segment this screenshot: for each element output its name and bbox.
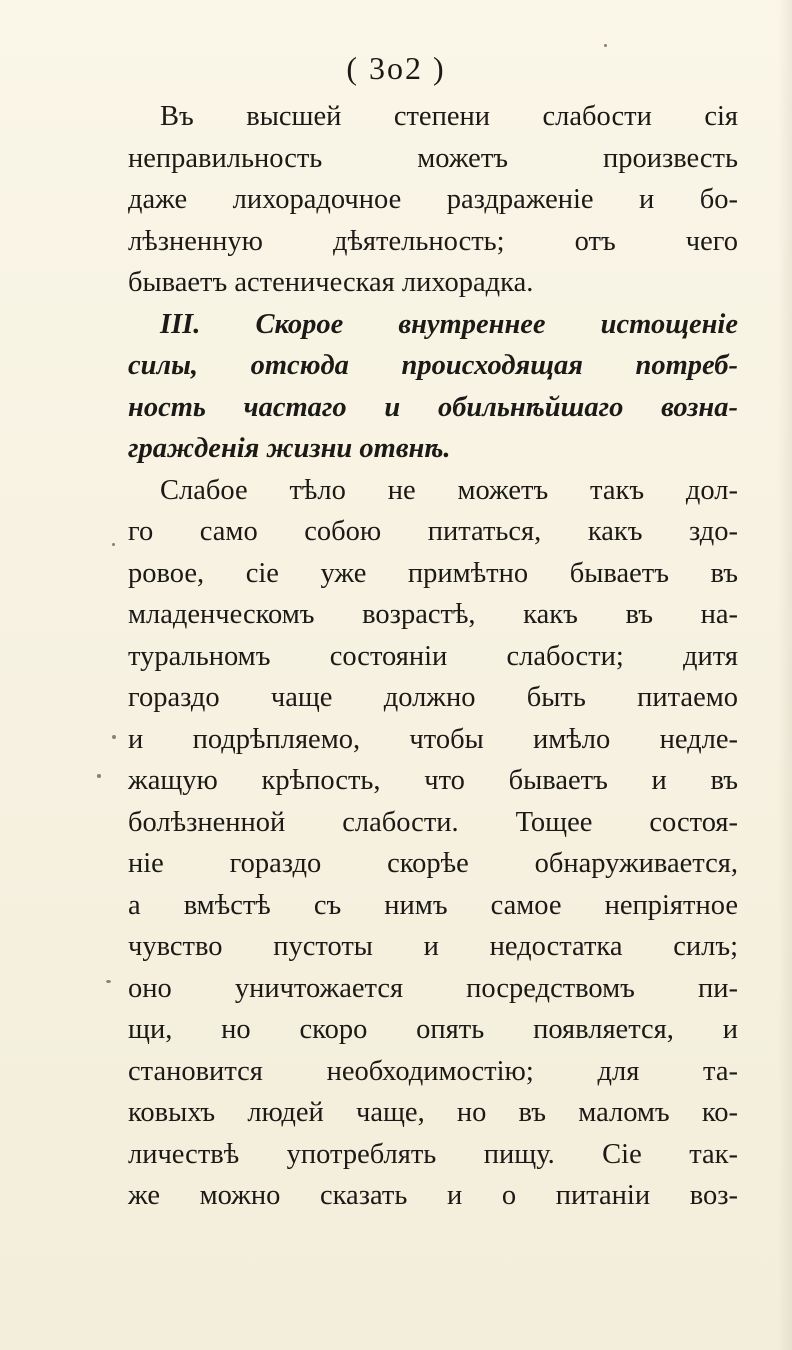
print-speck — [106, 980, 111, 983]
text-line: ровое, сіе уже примѣтно бываетъ въ — [128, 557, 738, 589]
section-heading-line: III. Скорое внутреннее истощеніе — [160, 308, 738, 340]
print-speck — [97, 774, 101, 778]
text-line: Въ высшей степени слабости сія — [160, 101, 738, 132]
text-line: даже лихорадочное раздраженіе и бо- — [128, 184, 738, 215]
section-heading-line: ность частаго и обильнѣйшаго возна- — [128, 391, 738, 423]
section-heading-line: силы, отсюда происходящая потреб- — [128, 350, 738, 381]
text-line: лѣзненную дѣятельность; отъ чего — [128, 225, 738, 257]
text-line: ніе гораздо скорѣе обнаруживается, — [128, 848, 738, 879]
text-line: болѣзненной слабости. Тощее состоя- — [128, 806, 738, 838]
text-line: жащую крѣпость, что бываетъ и въ — [128, 765, 738, 796]
text-line: туральномъ состояніи слабости; дитя — [128, 640, 738, 672]
print-speck — [604, 44, 607, 47]
text-line: го само собою питаться, какъ здо- — [128, 516, 738, 547]
text-line: же можно сказать и о питаніи воз- — [128, 1180, 738, 1211]
text-line: Слабое тѣло не можетъ такъ дол- — [160, 474, 738, 506]
text-line: неправильность можетъ произвесть — [128, 142, 738, 174]
print-speck — [112, 735, 116, 739]
section-heading-line: гражденія жизни отвнѣ. — [128, 433, 451, 464]
text-line: личествѣ употреблять пищу. Сіе так- — [128, 1138, 738, 1170]
text-line: щи, но скоро опять появляется, и — [128, 1014, 738, 1045]
text-line: чувство пустоты и недостатка силъ; — [128, 931, 738, 962]
text-line: становится необходимостію; для та- — [128, 1055, 738, 1087]
body-text — [128, 96, 738, 1217]
page-number: ( 3o2 ) — [346, 50, 446, 86]
text-line: и подрѣпляемо, чтобы имѣло недле- — [128, 723, 738, 755]
text-line: гораздо чаще должно быть питаемо — [128, 682, 738, 713]
text-line: а вмѣстѣ съ нимъ самое непріятное — [128, 889, 738, 921]
text-line: ковыхъ людей чаще, но въ маломъ ко- — [128, 1097, 738, 1128]
text-line: младенческомъ возрастѣ, какъ въ на- — [128, 599, 738, 630]
print-speck — [112, 543, 115, 546]
text-line: бываетъ астеническая лихорадка. — [128, 267, 534, 298]
page-edge-shadow — [778, 0, 792, 1350]
text-line: оно уничтожается посредствомъ пи- — [128, 972, 738, 1004]
